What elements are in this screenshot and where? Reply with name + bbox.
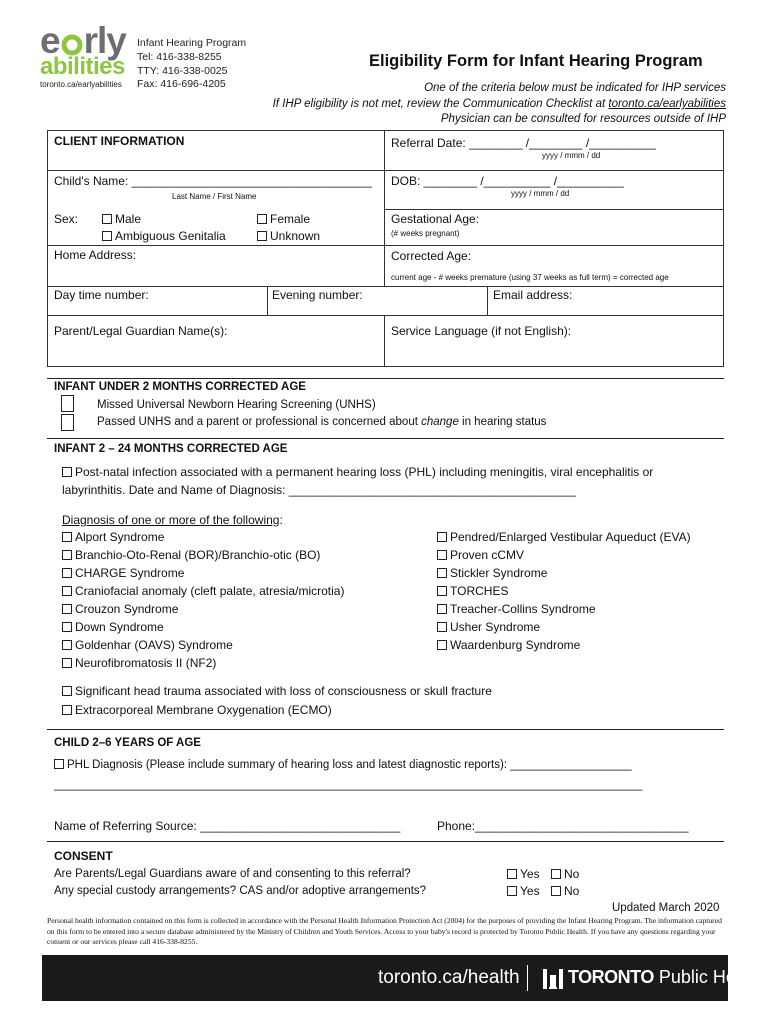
guardian-field[interactable]: Parent/Legal Guardian Name(s):	[54, 324, 228, 338]
program-name: Infant Hearing Program	[137, 37, 247, 49]
diagnosis-right-label: Usher Syndrome	[450, 620, 541, 634]
checkbox-q1-no[interactable]	[551, 869, 561, 879]
checkbox-male[interactable]	[102, 214, 112, 224]
sex-ambiguous-option[interactable]: Ambiguous Genitalia	[102, 229, 226, 243]
footer-separator	[527, 965, 528, 991]
sex-female-option[interactable]: Female	[257, 212, 310, 226]
diagnosis-right-label: Waardenburg Syndrome	[450, 638, 581, 652]
checkbox-q2-no[interactable]	[551, 886, 561, 896]
q1-no-option[interactable]: No	[551, 867, 579, 881]
corrected-age-hint: current age - # weeks premature (using 37 weeks as full term) = corrected age	[391, 273, 669, 282]
checkbox-ecmo[interactable]	[62, 705, 72, 715]
checkbox[interactable]	[62, 550, 72, 560]
phl-line2[interactable]: ____________________________________________________________________________________________	[54, 779, 643, 791]
checkbox-head-trauma[interactable]	[62, 686, 72, 696]
checkbox-q2-yes[interactable]	[507, 886, 517, 896]
checkbox[interactable]	[437, 550, 447, 560]
post-natal-option[interactable]: Post-natal infection associated with a permanent hearing loss (PHL) including meningitis, viral encephalitis or	[62, 465, 653, 479]
privacy-notice: Personal health information contained on this form is collected in accordance with the Personal Health Information Protection Act (2004) for the purposes of providing the Infant Hearing Program. The information captured on this form to be entered into a secure database administered by the Ministry of Children and Youth Services. Access to your baby's record is protected by Toronto Public Health. If you have any questions regarding your consent or our services please call 416-338-8255.	[47, 916, 722, 946]
diagnosis-right-option[interactable]	[437, 602, 596, 616]
childs-name-field[interactable]: Child's Name: ____________________________________	[54, 174, 372, 188]
language-field[interactable]: Service Language (if not English):	[391, 324, 572, 338]
city-hall-icon	[542, 965, 564, 991]
logo-early: e rly	[40, 20, 126, 61]
diagnosis-right-option[interactable]	[437, 566, 547, 580]
footer-brand: TORONTO Public Health	[568, 967, 765, 987]
missed-unhs-label: Missed Universal Newborn Hearing Screening (UNHS)	[97, 399, 376, 411]
checklist-link[interactable]: toronto.ca/earlyabilities	[608, 98, 726, 110]
diagnosis-left-label: Branchio-Oto-Renal (BOR)/Branchio-otic (BO)	[75, 548, 321, 562]
email-field[interactable]: Email address:	[493, 288, 573, 302]
tty: TTY: 416-338-0025	[137, 65, 228, 77]
checkbox-q1-yes[interactable]	[507, 869, 517, 879]
diagnosis-right-label: Pendred/Enlarged Vestibular Aqueduct (EVA)	[450, 530, 691, 544]
phl-option[interactable]: PHL Diagnosis (Please include summary of hearing loss and latest diagnostic reports): ___________________	[54, 759, 632, 771]
day-number-field[interactable]: Day time number:	[54, 288, 149, 302]
checkbox[interactable]	[437, 586, 447, 596]
dob-hint: yyyy / mmm / dd	[511, 189, 570, 198]
phone-field[interactable]: Phone:________________________________	[437, 819, 689, 833]
passed-unhs-label: Passed UNHS and a parent or professional is concerned about change in hearing status	[97, 416, 547, 428]
diagnosis-left-option[interactable]	[62, 530, 164, 544]
diagnosis-left-label: Crouzon Syndrome	[75, 602, 179, 616]
updated-date: Updated March 2020	[612, 902, 720, 914]
post-natal-diagnosis-field[interactable]: labyrinthitis. Date and Name of Diagnosis: ___________________________________________	[62, 483, 576, 497]
diagnosis-right-label: Proven cCMV	[450, 548, 525, 562]
diagnosis-left-option[interactable]	[62, 566, 184, 580]
logo-url: toronto.ca/earlyabilities	[40, 80, 122, 89]
checkbox[interactable]	[62, 532, 72, 542]
diagnosis-left-label: Alport Syndrome	[75, 530, 165, 544]
checkbox[interactable]	[437, 532, 447, 542]
sex-label: Sex:	[54, 212, 79, 226]
infant-under2-heading: INFANT UNDER 2 MONTHS CORRECTED AGE	[54, 381, 306, 393]
referral-date-field[interactable]: Referral Date: ________ /________ /__________	[391, 136, 656, 150]
logo-abilities: abilities	[40, 53, 125, 80]
checkbox[interactable]	[62, 604, 72, 614]
checkbox[interactable]	[62, 568, 72, 578]
diagnosis-right-option[interactable]	[437, 584, 508, 598]
checkbox[interactable]	[437, 568, 447, 578]
consent-q1: Are Parents/Legal Guardians aware of and consenting to this referral?	[54, 868, 411, 880]
checkbox[interactable]	[437, 622, 447, 632]
sex-unknown-option[interactable]: Unknown	[257, 229, 320, 243]
diagnosis-right-option[interactable]	[437, 530, 691, 544]
diagnosis-left-option[interactable]	[62, 584, 344, 598]
name-hint: Last Name / First Name	[172, 192, 257, 201]
checkbox-missed-unhs[interactable]	[61, 395, 74, 412]
referral-date-hint: yyyy / mmm / dd	[542, 151, 601, 160]
form-title: Eligibility Form for Infant Hearing Program	[369, 52, 703, 70]
checkbox-phl[interactable]	[54, 759, 64, 769]
diagnosis-right-label: Treacher-Collins Syndrome	[450, 602, 596, 616]
fax: Fax: 416-696-4205	[137, 78, 226, 90]
diagnosis-left-option[interactable]	[62, 602, 178, 616]
referring-source-field[interactable]: Name of Referring Source: ______________________________	[54, 819, 401, 833]
diagnosis-left-label: Craniofacial anomaly (cleft palate, atresia/microtia)	[75, 584, 345, 598]
diagnosis-left-option[interactable]	[62, 620, 164, 634]
gestational-age-field[interactable]: Gestational Age:	[391, 212, 480, 226]
child-2-6-heading: CHILD 2–6 YEARS OF AGE	[54, 737, 201, 749]
dob-field[interactable]: DOB: ________ /__________ /__________	[391, 174, 624, 188]
diagnosis-left-label: Goldenhar (OAVS) Syndrome	[75, 638, 233, 652]
note-checklist: If IHP eligibility is not met, review the Communication Checklist at toronto.ca/earlyabilities	[272, 98, 726, 110]
ecmo-option[interactable]: Extracorporeal Membrane Oxygenation (ECMO)	[62, 703, 332, 717]
head-trauma-option[interactable]: Significant head trauma associated with loss of consciousness or skull fracture	[62, 684, 492, 698]
consent-heading: CONSENT	[54, 849, 113, 863]
checkbox-passed-unhs[interactable]	[61, 414, 74, 431]
diagnosis-left-option[interactable]	[62, 638, 233, 652]
checkbox[interactable]	[437, 604, 447, 614]
diagnosis-right-option[interactable]	[437, 638, 580, 652]
checkbox[interactable]	[62, 622, 72, 632]
sex-male-option[interactable]: Male	[102, 212, 141, 226]
diagnosis-left-option[interactable]	[62, 548, 320, 562]
evening-number-field[interactable]: Evening number:	[272, 288, 363, 302]
consent-q2: Any special custody arrangements? CAS and/or adoptive arrangements?	[54, 885, 427, 897]
diagnosis-heading: Diagnosis of one or more of the following:	[62, 513, 283, 527]
diagnosis-right-option[interactable]	[437, 620, 540, 634]
note-physician: Physician can be consulted for resources outside of IHP	[440, 113, 726, 125]
corrected-age-field[interactable]: Corrected Age:	[391, 249, 472, 263]
q2-no-option[interactable]: No	[551, 884, 579, 898]
footer-url[interactable]: toronto.ca/health	[378, 967, 520, 988]
infant-2-24-heading: INFANT 2 – 24 MONTHS CORRECTED AGE	[54, 443, 288, 455]
q2-yes-option[interactable]: Yes	[507, 884, 540, 898]
note-criteria: One of the criteria below must be indicated for IHP services	[424, 82, 726, 94]
q1-yes-option[interactable]: Yes	[507, 867, 540, 881]
checkbox[interactable]	[62, 586, 72, 596]
diagnosis-left-label: Down Syndrome	[75, 620, 164, 634]
home-address-field[interactable]: Home Address:	[54, 248, 137, 262]
client-info-heading: CLIENT INFORMATION	[54, 134, 185, 148]
diagnosis-left-option[interactable]	[62, 656, 216, 670]
checkbox-ambiguous[interactable]	[102, 231, 112, 241]
diagnosis-left-label: Neurofibromatosis II (NF2)	[75, 656, 217, 670]
checkbox-post-natal[interactable]	[62, 467, 72, 477]
checkbox-female[interactable]	[257, 214, 267, 224]
checkbox[interactable]	[62, 658, 72, 668]
checkbox[interactable]	[437, 640, 447, 650]
tel: Tel: 416-338-8255	[137, 51, 222, 63]
diagnosis-right-label: Stickler Syndrome	[450, 566, 548, 580]
checkbox[interactable]	[62, 640, 72, 650]
gestational-hint: (# weeks pregnant)	[391, 229, 460, 238]
diagnosis-right-option[interactable]	[437, 548, 524, 562]
diagnosis-right-label: TORCHES	[450, 584, 509, 598]
checkbox-unknown[interactable]	[257, 231, 267, 241]
diagnosis-left-label: CHARGE Syndrome	[75, 566, 185, 580]
